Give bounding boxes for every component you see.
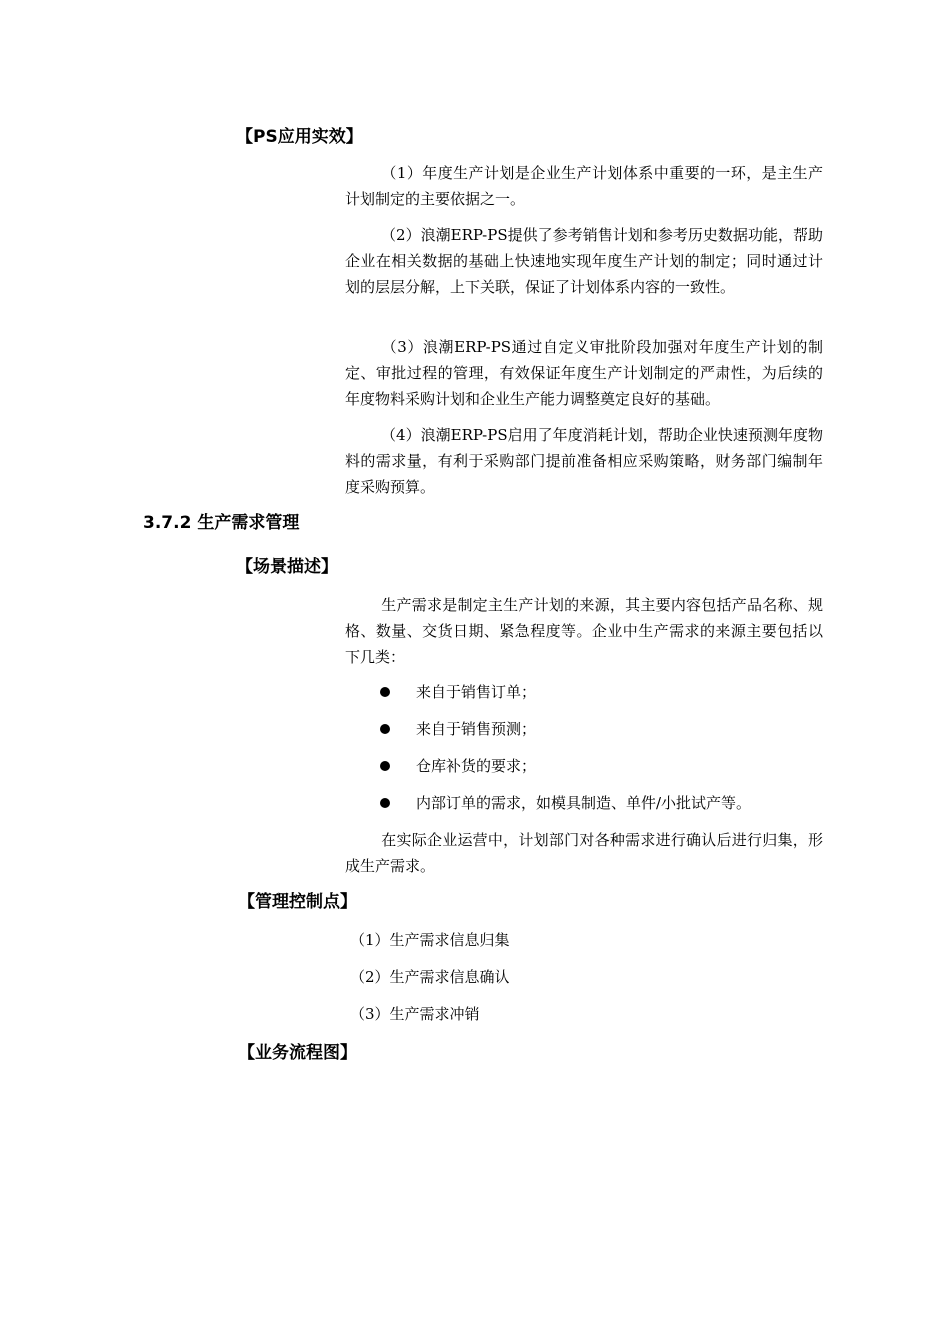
ps-effects-paragraph-2: （2）浪潮ERP-PS提供了参考销售计划和参考历史数据功能，帮助企业在相关数据的基础上快速地实现年度生产计划的制定；同时通过计划的层层分解，上下关联，保证了计划体系内容的一致性。 [345, 226, 823, 296]
ps-effects-paragraph-1: （1）年度生产计划是企业生产计划体系中重要的一环，是主生产计划制定的主要依据之一。 [345, 164, 823, 208]
scenario-intro: 生产需求是制定主生产计划的来源，其主要内容包括产品名称、规格、数量、交货日期、紧急程度等。企业中生产需求的来源主要包括以下几类： [345, 596, 823, 666]
control-points-heading: 【管理控制点】 [238, 892, 357, 912]
bullet-dot-icon [380, 798, 390, 808]
scenario-heading: 【场景描述】 [236, 557, 338, 577]
bullet-dot-icon [380, 761, 390, 771]
flow-chart-heading: 【业务流程图】 [238, 1043, 357, 1063]
document-page: 【PS应用实效】 （1）年度生产计划是企业生产计划体系中重要的一环，是主生产计划制定的主要依据之一。 （2）浪潮ERP-PS提供了参考销售计划和参考历史数据功能，帮助企业在相关数据的基础上快速地实现年度生产计划的制定；同时通过计划的层层分解，上下关联，保证了计划体系内容的一致性。 （3）浪潮ERP-PS通过自定义审批阶段加强对年度生产计划的制定、审批过程的管理，有效保证年度生产计划制定的严肃性，为后续的年度物料采购计划和企业生产能力调整奠定良好的基础。 （4）浪潮ERP-PS启用了年度消耗计划，帮助企业快速预测年度物料的需求量，有利于采购部门提前准备相应采购策略，财务部门编制年度采购预算。 3.7.2 生产需求管理 【场景描述】 生产需求是制定主生产计划的来源，其主要内容包括产品名称、规格、数量、交货日期、紧急程度等。企业中生产需求的来源主要包括以下几类： 来自于销售订单； 来自于销售预测； 仓库补货的要求； 内部订单的需求，如模具制造、单件/小批试产等。 在实际企业运营中，计划部门对各种需求进行确认后进行归集，形成生产需求。 【管理控制点】 （1）生产需求信息归集 （2）生产需求信息确认 （3）生产需求冲销 【业务流程图】 [143, 127, 823, 1063]
ps-effects-paragraph-3: （3）浪潮ERP-PS通过自定义审批阶段加强对年度生产计划的制定、审批过程的管理，有效保证年度生产计划制定的严肃性，为后续的年度物料采购计划和企业生产能力调整奠定良好的基础。 [345, 338, 823, 408]
scenario-conclusion: 在实际企业运营中，计划部门对各种需求进行确认后进行归集，形成生产需求。 [345, 831, 823, 875]
ps-effects-paragraph-4: （4）浪潮ERP-PS启用了年度消耗计划，帮助企业快速预测年度物料的需求量，有利于采购部门提前准备相应采购策略，财务部门编制年度采购预算。 [345, 426, 823, 496]
ps-effects-heading: 【PS应用实效】 [236, 127, 363, 147]
bullet-dot-icon [380, 687, 390, 697]
control-point-item: （2）生产需求信息确认 [350, 968, 510, 986]
bullet-dot-icon [380, 724, 390, 734]
section-title: 3.7.2 生产需求管理 [143, 513, 300, 533]
control-point-item: （1）生产需求信息归集 [350, 931, 510, 949]
control-point-item: （3）生产需求冲销 [350, 1005, 480, 1023]
